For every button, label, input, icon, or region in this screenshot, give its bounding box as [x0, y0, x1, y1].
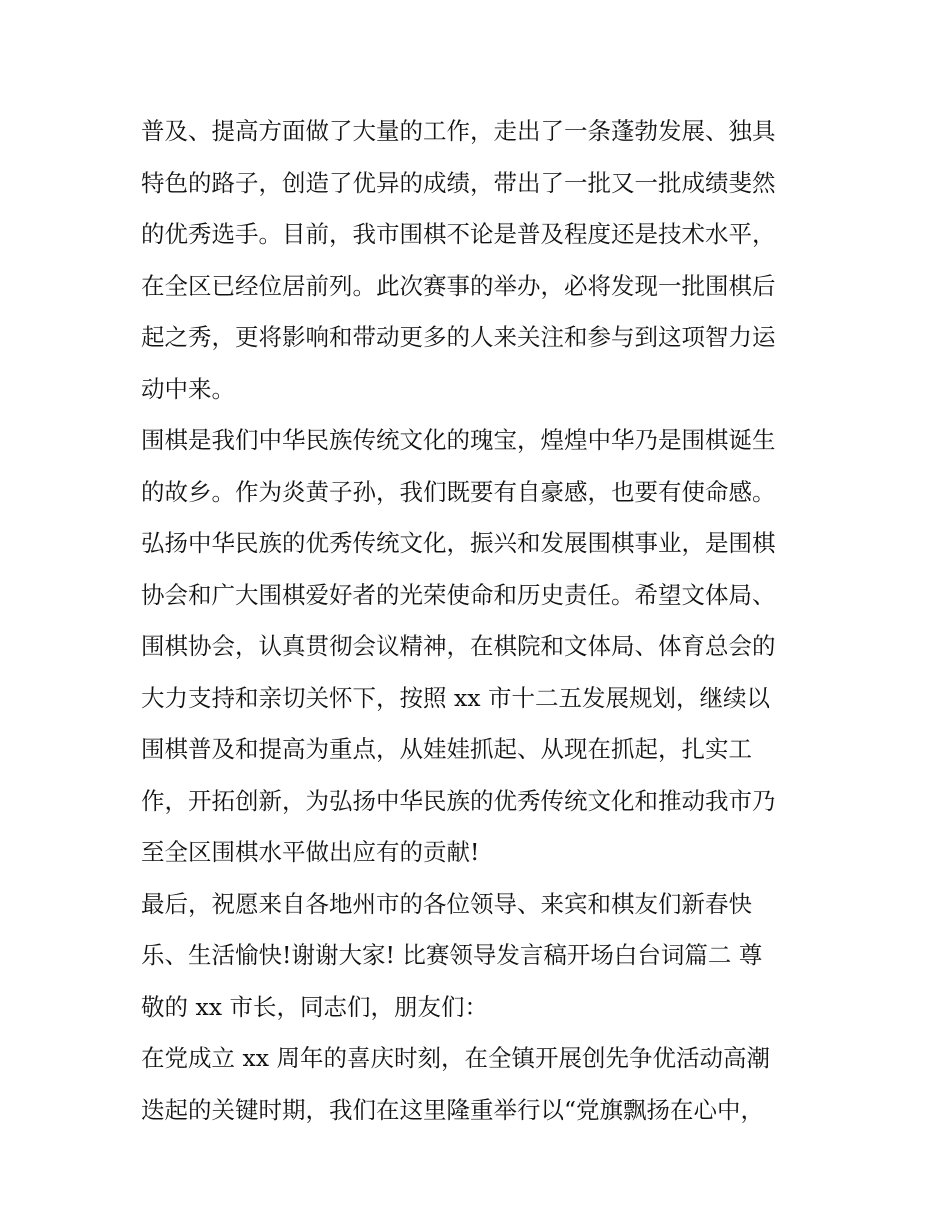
- text-line: 大力支持和亲切关怀下，按照 xx 市十二五发展规划，继续以: [141, 683, 770, 712]
- document-body: [141, 106, 821, 1136]
- text-line: 动中来。: [141, 374, 235, 403]
- text-line: 起之秀，更将影响和带动更多的人来关注和参与到这项智力运: [141, 323, 776, 351]
- text-line: 围棋是我们中华民族传统文化的瑰宝，煌煌中华乃是围棋诞生: [141, 426, 776, 454]
- text-line: 敬的 xx 市长，同志们，朋友们：: [141, 992, 488, 1021]
- text-line: 普及、提高方面做了大量的工作，走出了一条蓬勃发展、独具: [141, 117, 776, 145]
- text-line: 迭起的关键时期，我们在这里隆重举行以“党旗飘扬在心中，: [141, 1095, 765, 1124]
- text-line: 的优秀选手。目前，我市围棋不论是普及程度还是技术水平，: [141, 220, 776, 248]
- text-line: 特色的路子，创造了优异的成绩，带出了一批又一批成绩斐然: [141, 168, 776, 197]
- text-line: 至全区围棋水平做出应有的贡献!: [141, 838, 480, 866]
- text-line: 乐、生活愉快!谢谢大家! 比赛领导发言稿开场白台词篇二 尊: [141, 941, 763, 969]
- text-line: 最后，祝愿来自各地州市的各位领导、来宾和棋友们新春快: [141, 889, 752, 918]
- text-line: 围棋普及和提高为重点，从娃娃抓起、从现在抓起，扎实工: [141, 735, 752, 763]
- text-line: 在全区已经位居前列。此次赛事的举办，必将发现一批围棋后: [141, 271, 776, 300]
- text-line: 作，开拓创新，为弘扬中华民族的优秀传统文化和推动我市乃: [141, 786, 776, 815]
- text-line: 弘扬中华民族的优秀传统文化，振兴和发展围棋事业，是围棋: [141, 529, 776, 557]
- text-line: 在党成立 xx 周年的喜庆时刻，在全镇开展创先争优活动高潮: [141, 1044, 770, 1072]
- text-line: 的故乡。作为炎黄子孙，我们既要有自豪感，也要有使命感。: [141, 477, 776, 506]
- text-line: 协会和广大围棋爱好者的光荣使命和历史责任。希望文体局、: [141, 580, 776, 609]
- text-line: 围棋协会，认真贯彻会议精神，在棋院和文体局、体育总会的: [141, 632, 776, 660]
